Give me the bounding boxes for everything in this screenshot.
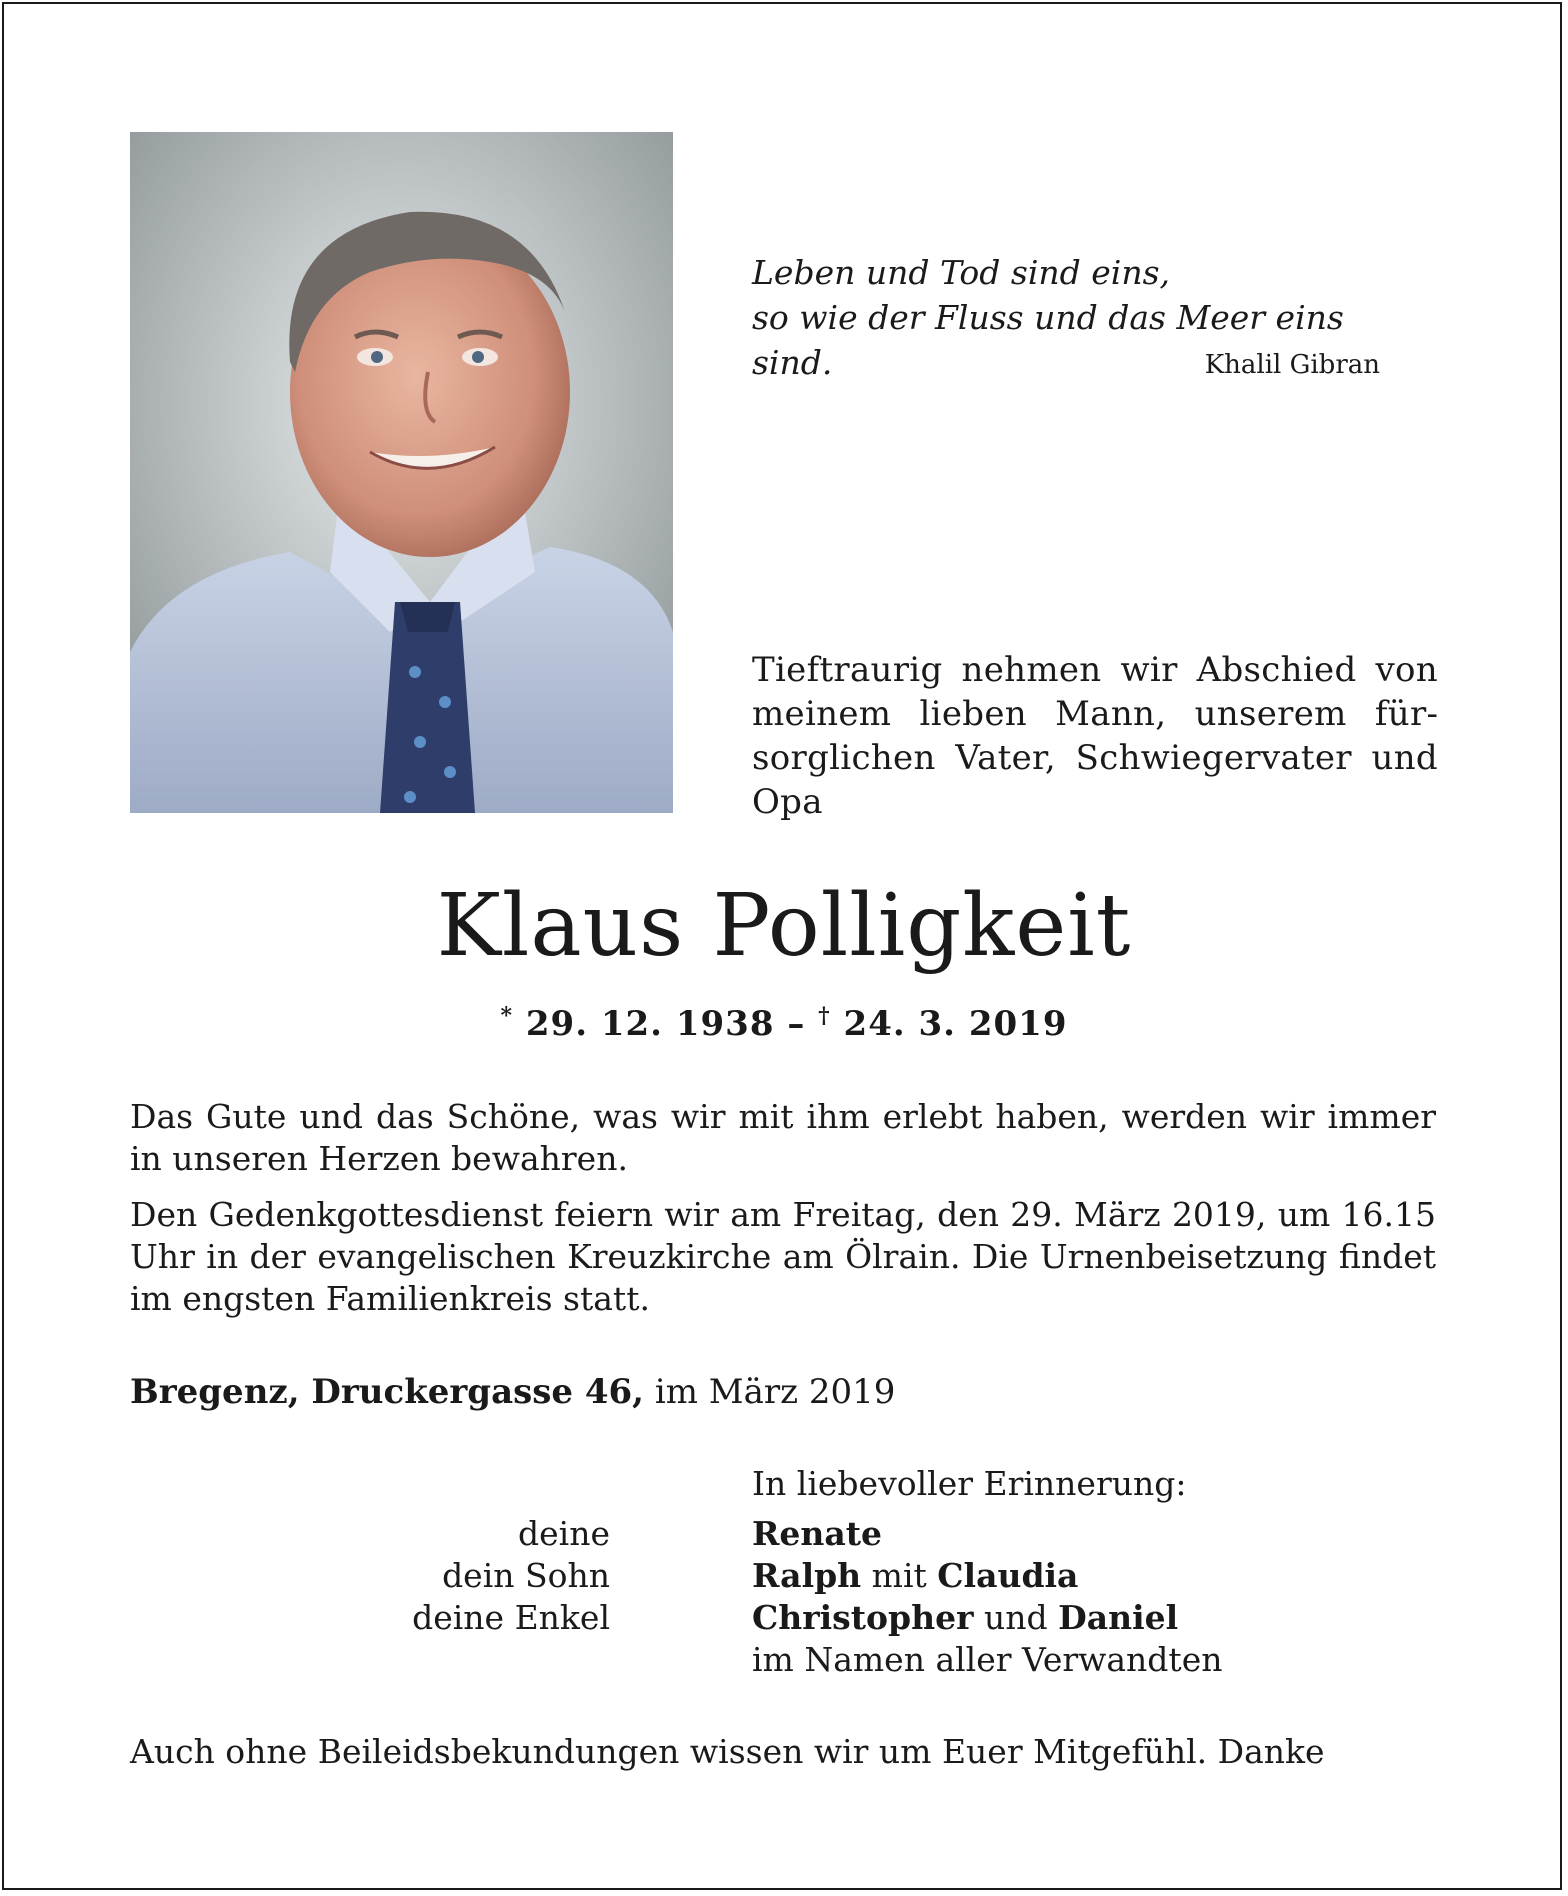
mourner-relation: dein Sohn — [442, 1556, 610, 1595]
mourner-name: Claudia — [937, 1556, 1079, 1595]
quote-author: Khalil Gibran — [1204, 350, 1380, 380]
date-dash: – — [774, 1004, 819, 1044]
mourner-connector: und — [973, 1598, 1059, 1637]
mourner-relation: deine — [518, 1514, 610, 1553]
mourner-row — [130, 1598, 1430, 1640]
mourner-name: Ralph — [752, 1556, 862, 1595]
mourner-row — [130, 1514, 1430, 1556]
portrait-photo — [130, 132, 673, 813]
mourners-heading: In liebevoller Erinnerung: — [752, 1464, 1187, 1503]
mourner-names — [752, 1514, 882, 1553]
birth-symbol: * — [500, 1003, 514, 1029]
mourner-names — [752, 1598, 1178, 1637]
mourner-connector: mit — [861, 1556, 938, 1595]
life-dates — [0, 1003, 1568, 1044]
quote-line-1: Leben und Tod sind eins, — [752, 253, 1171, 292]
paragraph-memories: Das Gute und das Schöne, was wir mit ihm erlebt haben, werden wir immer in unseren Herzen bewahren. — [130, 1097, 1436, 1178]
place-date: im März 2019 — [644, 1372, 896, 1412]
mourner-relatives: im Namen aller Verwandten — [752, 1640, 1223, 1679]
quote-line-2: so wie der Fluss und das Meer eins sind. — [752, 298, 1344, 382]
paragraph-service: Den Gedenkgottesdienst feiern wir am Freitag, den 29. März 2019, um 16.15 Uhr in der evangelischen Kreuzkirche am Ölrain. Die Urnenbeisetzung findet im engsten Familienkreis statt. — [130, 1195, 1436, 1318]
place-line — [130, 1372, 895, 1412]
intro-text: Tieftraurig nehmen wir Abschied von meinem lieben Mann, unserem fürsorglichen Vater, Schwiegervater und Opa — [752, 650, 1438, 822]
death-date: 24. 3. 2019 — [843, 1004, 1068, 1044]
mourner-name: Christopher — [752, 1598, 974, 1637]
deceased-name: Klaus Polligkeit — [436, 876, 1132, 976]
mourner-row — [130, 1556, 1430, 1598]
address: Bregenz, Druckergasse 46, — [130, 1372, 645, 1412]
mourner-name: Renate — [752, 1514, 883, 1553]
closing-text: Auch ohne Beileidsbekundungen wissen wir um Euer Mitgefühl. Danke — [130, 1732, 1325, 1771]
mourner-name: Daniel — [1058, 1598, 1179, 1637]
mourner-row — [130, 1640, 1430, 1682]
birth-date: 29. 12. 1938 — [525, 1004, 775, 1044]
death-symbol: † — [818, 1003, 831, 1029]
mourner-names — [752, 1556, 1078, 1595]
mourner-relation: deine Enkel — [412, 1598, 610, 1637]
